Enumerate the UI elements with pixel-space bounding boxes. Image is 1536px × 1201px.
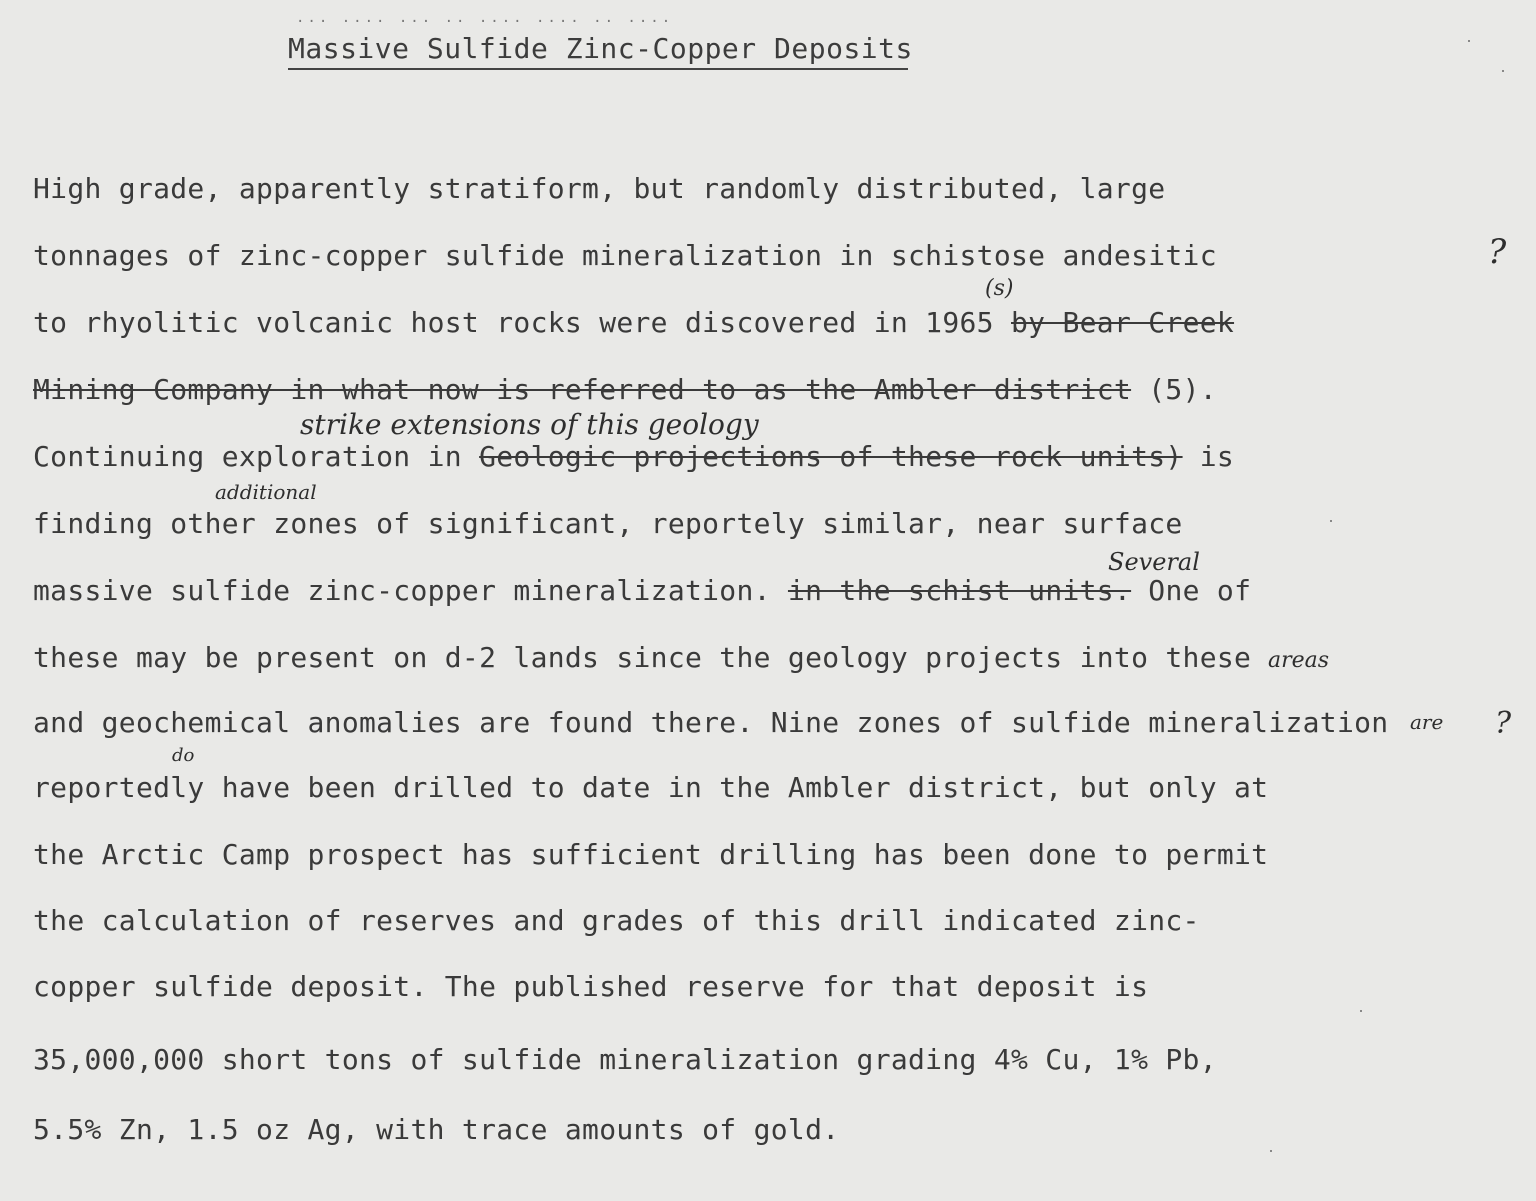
scan-speck: [1468, 40, 1470, 42]
text-line-6: finding other zones of significant, reportely similar, near surface: [33, 507, 1183, 540]
header-dots: ... .... ... .. .... .... .. ....: [296, 10, 674, 26]
margin-mark-1: ?: [1488, 232, 1507, 272]
text-line-15: 5.5% Zn, 1.5 oz Ag, with trace amounts of gold.: [33, 1113, 840, 1146]
handwritten-additional: additional: [215, 480, 317, 504]
handwritten-do: do: [172, 745, 195, 766]
text-line-3-main: to rhyolitic volcanic host rocks were discovered in 1965: [33, 306, 994, 339]
reference-5: (5).: [1148, 373, 1217, 406]
handwritten-several: Several: [1108, 548, 1200, 576]
text-line-1: High grade, apparently stratiform, but randomly distributed, large: [33, 172, 1166, 205]
text-line-13: copper sulfide deposit. The published reserve for that deposit is: [33, 970, 1149, 1003]
text-line-12: the calculation of reserves and grades of this drill indicated zinc-: [33, 904, 1200, 937]
text-line-10: reportedly have been drilled to date in the Ambler district, but only at: [33, 771, 1269, 804]
text-line-5: [33, 440, 1234, 473]
text-line-4: [33, 373, 1217, 406]
text-line-3: [33, 306, 1234, 339]
handwritten-strike-extensions: strike extensions of this geology: [300, 408, 759, 441]
scan-speck: [1330, 520, 1332, 522]
handwritten-are: are: [1410, 710, 1444, 734]
struck-in-schist-units: in the schist units.: [787, 574, 1132, 607]
struck-geologic-projections: Geologic projections of these rock units): [479, 440, 1183, 473]
text-line-5-tail: is: [1199, 440, 1235, 473]
text-line-11: the Arctic Camp prospect has sufficient drilling has been done to permit: [33, 838, 1269, 871]
struck-bear-creek: by Bear Creek: [1011, 306, 1235, 339]
text-line-7-main: massive sulfide zinc-copper mineralization.: [33, 574, 771, 607]
title-underline: [288, 68, 908, 70]
text-line-4-main: Mining Company in what now is referred to as the Ambler district: [33, 373, 1132, 406]
text-line-7: [33, 574, 1251, 607]
scan-speck: [1360, 1010, 1362, 1012]
text-line-5-main: Continuing exploration in: [33, 440, 462, 473]
text-line-8: these may be present on d-2 lands since the geology projects into these: [33, 641, 1252, 674]
text-line-2: tonnages of zinc-copper sulfide mineralization in schistose andesitic: [33, 239, 1217, 272]
scan-speck: [1502, 70, 1504, 72]
text-line-9: and geochemical anomalies are found there. Nine zones of sulfide mineralization: [33, 706, 1389, 739]
margin-mark-2: ?: [1495, 706, 1512, 741]
scan-speck: [1270, 1150, 1272, 1152]
handwritten-areas: areas: [1268, 648, 1330, 673]
handwritten-s-marker: (s): [985, 276, 1014, 301]
text-line-7-tail: One of: [1148, 574, 1252, 607]
text-line-14: 35,000,000 short tons of sulfide mineralization grading 4% Cu, 1% Pb,: [33, 1043, 1217, 1076]
page-title: Massive Sulfide Zinc-Copper Deposits: [288, 32, 913, 65]
